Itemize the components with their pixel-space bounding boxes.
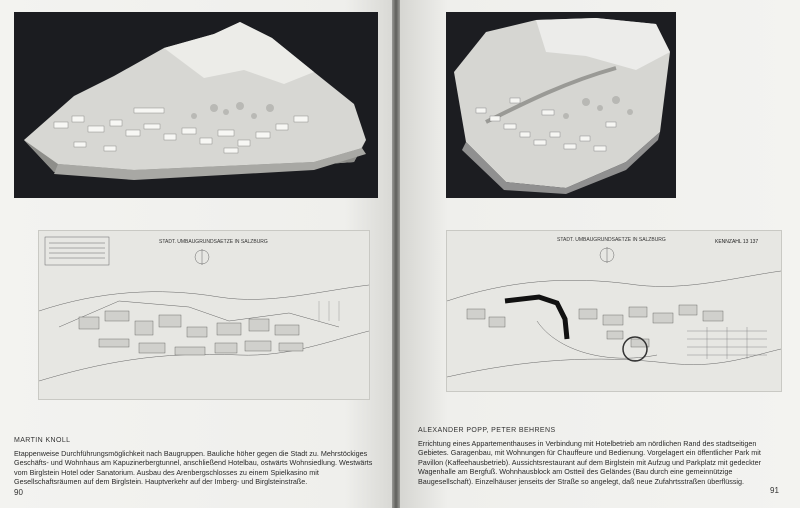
- caption-knoll: [14, 436, 380, 487]
- site-plan-knoll: [38, 230, 370, 400]
- page-number: 90: [14, 488, 23, 497]
- site-plan-popp-behrens: [446, 230, 782, 392]
- caption-text: Etappenweise Durchführungsmöglichkeit nach Baugruppen. Bauliche höher gegen die Stadt zu. Mehrstöckiges Geschäfts- und Wohnhaus am Kapuzinerbergtunnel, anschließend Hotelbau, ostwärts Wohnsiedlung. Westwärts vom Birglstein Hotel oder Sanatorium. Ausbau des Arenbergschlosses zu einem Spielkasino mit Gesellschaftsräumen auf dem Birglstein. Hauptverkehr auf der Imberg- und Birglsteinstraße.: [14, 448, 373, 487]
- author-name: ALEXANDER POPP, PETER BEHRENS: [418, 427, 556, 434]
- caption-popp-behrens: [418, 426, 780, 487]
- model-photo-knoll: [14, 12, 378, 198]
- plan-title-left: STADT. UMBAUGRUNDSAETZE IN SALZBURG: [159, 239, 268, 245]
- book-gutter: [392, 0, 400, 508]
- page-number: 91: [770, 486, 779, 495]
- plan-stamp: KENNZAHL 13 137: [715, 239, 759, 245]
- author-name: MARTIN KNOLL: [14, 437, 71, 444]
- caption-text: Errichtung eines Appartementhauses in Verbindung mit Hotelbetrieb am nördlichen Rand des stadtseitigen Gebietes. Garagenbau, mit Wohnungen für Chauffeure und Bedienung. Vorgelagert ein öffentlicher Park mit Pavillon (Kaffeehausbetrieb). Aussichtsrestaurant auf dem Birglstein mit Aufzug und Parkplatz mit gedeckter Wagenhalle am Bergfuß. Wohnhausblock am Ostteil des Geländes (Bau durch eine gemeinnützige Baugesellschaft). Einzelhäuser jenseits der Straße so angelegt, daß neue Zufahrtsstraßen überflüssig.: [418, 438, 762, 486]
- left-page: [0, 0, 392, 508]
- plan-title-right: STADT. UMBAUGRUNDSAETZE IN SALZBURG: [557, 237, 666, 243]
- model-photo-popp-behrens: [446, 12, 676, 198]
- right-page: [400, 0, 800, 508]
